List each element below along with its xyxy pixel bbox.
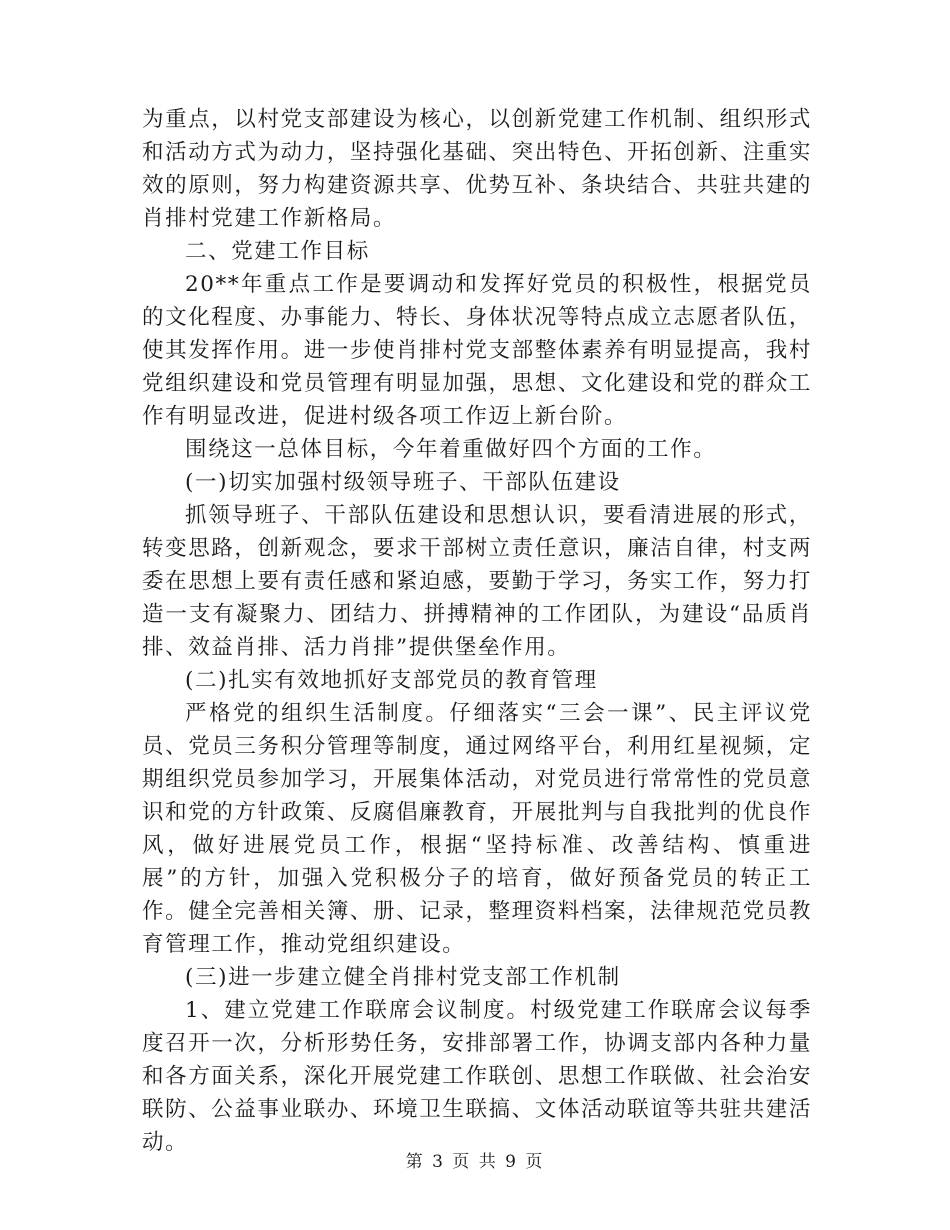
section-heading-goals: 二、党建工作目标 xyxy=(185,239,370,264)
paragraph-leadership: 抓领导班子、干部队伍建设和思想认识，要看清进展的形式，转变思路，创新观念，要求干部树立责任意识，廉洁自律，村支两委在思想上要有责任感和紧迫感，要勤于学习，务实工作，努力打造一支有凝聚力、团结力、拼搏精神的工作团队，为建设“品质肖排、效益肖排、活力肖排”提供堡垒作用。 xyxy=(142,503,812,660)
subheading-education: (二)扎实有效地抓好支部党员的教育管理 xyxy=(185,668,598,693)
paragraph-joint-meeting: 1、建立党建工作联席会议制度。村级党建工作联席会议每季度召开一次，分析形势任务，安排部署工作，协调支部内各种力量和各方面关系，深化开展党建工作联创、思想工作联做、社会治安联防、公益事业联办、环境卫生联搞、文体活动联谊等共驻共建活动。 xyxy=(142,998,812,1155)
document-body xyxy=(142,103,812,1159)
page-number-footer: 第 3 页 共 9 页 xyxy=(405,1152,545,1172)
paragraph-goals: 20**年重点工作是要调动和发挥好党员的积极性，根据党员的文化程度、办事能力、特长、身体状况等特点成立志愿者队伍，使其发挥作用。进一步使肖排村党支部整体素养有明显提高，我村党组织建设和党员管理有明显加强，思想、文化建设和党的群众工作有明显改进，促进村级各项工作迈上新台阶。 xyxy=(142,272,812,429)
paragraph-education: 严格党的组织生活制度。仔细落实“三会一课”、民主评议党员、党员三务积分管理等制度，通过网络平台，利用红星视频，定期组织党员参加学习，开展集体活动，对党员进行常常性的党员意识和党的方针政策、反腐倡廉教育，开展批判与自我批判的优良作风，做好进展党员工作，根据“坚持标准、改善结构、慎重进展”的方针，加强入党积极分子的培育，做好预备党员的转正工作。健全完善相关簿、册、记录，整理资料档案，法律规范党员教育管理工作，推动党组织建设。 xyxy=(142,701,812,957)
paragraph-overview: 围绕这一总体目标，今年着重做好四个方面的工作。 xyxy=(185,437,717,462)
paragraph-continuation: 为重点，以村党支部建设为核心，以创新党建工作机制、组织形式和活动方式为动力，坚持强化基础、突出特色、开拓创新、注重实效的原则，努力构建资源共享、优势互补、条块结合、共驻共建的肖排村党建工作新格局。 xyxy=(142,107,812,231)
subheading-mechanism: (三)进一步建立健全肖排村党支部工作机制 xyxy=(185,965,621,990)
subheading-leadership: (一)切实加强村级领导班子、干部队伍建设 xyxy=(185,470,621,495)
